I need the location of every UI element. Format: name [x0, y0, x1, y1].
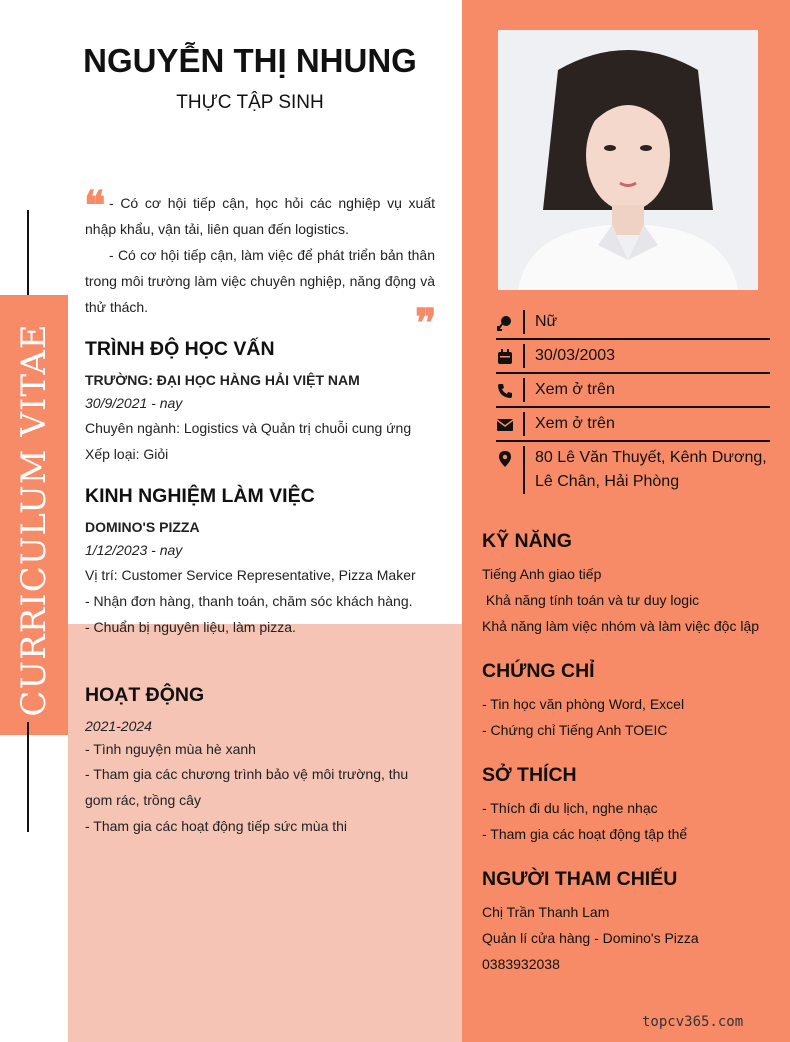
activities-title: HOẠT ĐỘNG: [85, 684, 205, 706]
side-label: CURRICULUM VITAE: [14, 323, 54, 717]
info-separator: [523, 344, 525, 368]
profile-photo: [498, 30, 758, 290]
experience-title: KINH NGHIỆM LÀM VIỆC: [85, 485, 315, 507]
activity-item: - Tham gia các hoạt động tiếp sức mùa thi: [85, 818, 348, 834]
skill-item: Khả năng tính toán và tư duy logic: [482, 592, 700, 608]
skill-item: Khả năng làm việc nhóm và làm việc độc lập: [482, 618, 760, 634]
hobby-item: - Tham gia các hoạt động tập thể: [482, 826, 688, 842]
activities-period: 2021-2024: [85, 718, 152, 734]
experience-duty: - Chuẩn bị nguyên liệu, làm pizza.: [85, 619, 296, 635]
experience-role: Vị trí: Customer Service Representative, Pizza Maker: [85, 567, 416, 583]
reference-name: Chị Trần Thanh Lam: [482, 904, 610, 920]
education-major: Chuyên ngành: Logistics và Quản trị chuỗi cung ứng: [85, 420, 412, 436]
watermark: topcv365.com: [642, 1014, 744, 1030]
activity-item: - Tình nguyện mùa hè xanh: [85, 741, 256, 757]
info-separator: [523, 446, 525, 494]
certificate-item: - Chứng chỉ Tiếng Anh TOEIC: [482, 722, 668, 738]
quote-close-icon: ❞: [415, 300, 437, 347]
experience-company: DOMINO'S PIZZA: [85, 519, 200, 535]
activity-item: - Tham gia các chương trình bảo vệ môi trường, thu gom rác, trồng cây: [85, 766, 409, 808]
info-separator: [523, 310, 525, 334]
objective-line: - Có cơ hội tiếp cận, làm việc để phát triển bản thân trong môi trường làm việc chuyên nghiệp, năng động và thử thách.: [85, 247, 435, 315]
candidate-position: THỰC TẬP SINH: [176, 92, 324, 113]
hobby-item: - Thích đi du lịch, nghe nhạc: [482, 800, 658, 816]
info-address: [496, 442, 770, 502]
education-title: TRÌNH ĐỘ HỌC VẤN: [85, 338, 275, 360]
skill-item: Tiếng Anh giao tiếp: [482, 566, 602, 582]
candidate-name: NGUYỄN THỊ NHUNG: [83, 42, 417, 79]
info-birthday-value: 30/03/2003: [535, 347, 616, 364]
info-phone-value: Xem ở trên: [535, 381, 615, 398]
certificate-item: - Tin học văn phòng Word, Excel: [482, 696, 685, 712]
skills-title: KỸ NĂNG: [482, 530, 572, 552]
reference-phone: 0383932038: [482, 956, 560, 972]
info-separator: [523, 378, 525, 402]
info-email-value: Xem ở trên: [535, 415, 615, 432]
experience-period: 1/12/2023 - nay: [85, 542, 183, 558]
info-birthday: [496, 340, 770, 374]
info-email: [496, 408, 770, 442]
info-address-value: 80 Lê Văn Thuyết, Kênh Dương, Lê Chân, Hải Phòng: [535, 449, 767, 490]
reference-title: NGƯỜI THAM CHIẾU: [482, 868, 678, 890]
location-icon: [496, 450, 514, 468]
divider-line-bottom: [27, 722, 29, 832]
info-gender-value: Nữ: [535, 313, 558, 330]
objective-line: - Có cơ hội tiếp cận, học hỏi các nghiệp vụ xuất nhập khẩu, vận tải, liên quan đến logistics.: [85, 195, 435, 237]
info-phone: [496, 374, 770, 408]
gender-icon: [496, 314, 514, 332]
reference-role: Quản lí cửa hàng - Domino's Pizza: [482, 930, 699, 946]
certificates-title: CHỨNG CHỈ: [482, 660, 595, 682]
phone-icon: [496, 382, 514, 400]
education-grade: Xếp loại: Giỏi: [85, 446, 169, 462]
hobbies-title: SỞ THÍCH: [482, 764, 577, 786]
quote-open-icon: ❝: [84, 182, 106, 229]
education-period: 30/9/2021 - nay: [85, 395, 183, 411]
experience-duty: - Nhận đơn hàng, thanh toán, chăm sóc khách hàng.: [85, 593, 413, 609]
info-gender: [496, 306, 770, 340]
email-icon: [496, 416, 514, 434]
info-separator: [523, 412, 525, 436]
education-school: TRƯỜNG: ĐẠI HỌC HÀNG HẢI VIỆT NAM: [85, 372, 360, 388]
career-objective: [85, 190, 435, 320]
calendar-icon: [496, 348, 514, 366]
